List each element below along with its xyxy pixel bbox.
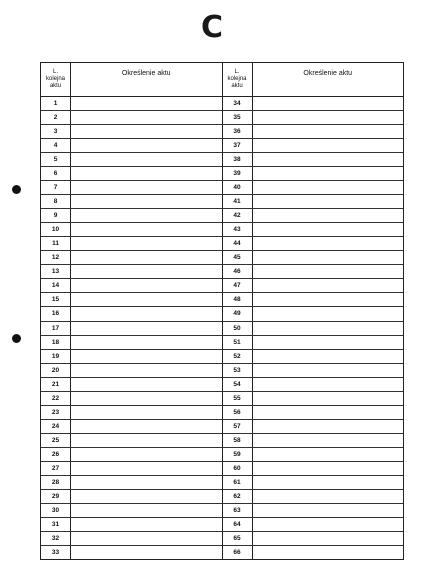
row-number: 37 — [223, 139, 253, 152]
row-description-cell — [253, 195, 404, 208]
row-number: 11 — [41, 237, 71, 250]
table-row — [223, 434, 404, 448]
row-number: 26 — [41, 448, 71, 461]
row-description-cell — [253, 532, 404, 545]
table-row — [223, 265, 404, 279]
row-description-cell — [71, 364, 222, 377]
row-description-cell — [253, 462, 404, 475]
row-description-cell — [71, 490, 222, 503]
table-row — [223, 406, 404, 420]
row-description-cell — [253, 448, 404, 461]
table-row — [41, 448, 222, 462]
table-row — [41, 125, 222, 139]
row-number: 52 — [223, 350, 253, 363]
row-description-cell — [253, 364, 404, 377]
row-number: 38 — [223, 153, 253, 166]
table-row — [223, 111, 404, 125]
row-number: 60 — [223, 462, 253, 475]
row-description-cell — [71, 237, 222, 250]
row-description-cell — [71, 181, 222, 194]
row-number: 57 — [223, 420, 253, 433]
table-header — [41, 63, 222, 97]
row-description-cell — [71, 307, 222, 320]
row-number: 18 — [41, 336, 71, 349]
row-number: 45 — [223, 251, 253, 264]
row-number: 29 — [41, 490, 71, 503]
table-row — [223, 125, 404, 139]
row-number: 24 — [41, 420, 71, 433]
row-number: 49 — [223, 307, 253, 320]
table-row — [41, 139, 222, 153]
table-header — [223, 63, 404, 97]
table-row — [223, 139, 404, 153]
table-row — [41, 434, 222, 448]
row-description-cell — [253, 406, 404, 419]
table-row — [41, 153, 222, 167]
row-number: 21 — [41, 378, 71, 391]
row-description-cell — [71, 406, 222, 419]
row-description-cell — [253, 167, 404, 180]
row-number: 27 — [41, 462, 71, 475]
row-number: 64 — [223, 518, 253, 531]
row-number: 12 — [41, 251, 71, 264]
row-description-cell — [71, 378, 222, 391]
table-row — [223, 237, 404, 251]
row-description-cell — [71, 125, 222, 138]
row-number: 4 — [41, 139, 71, 152]
table-row — [223, 546, 404, 559]
row-number: 33 — [41, 546, 71, 559]
row-number: 25 — [41, 434, 71, 447]
table-row — [223, 223, 404, 237]
table-row — [223, 504, 404, 518]
row-number: 32 — [41, 532, 71, 545]
table-row — [223, 476, 404, 490]
table-row — [41, 364, 222, 378]
row-number: 5 — [41, 153, 71, 166]
punch-hole-bottom — [12, 334, 21, 343]
table-row — [223, 420, 404, 434]
table-row — [223, 448, 404, 462]
row-number: 48 — [223, 293, 253, 306]
row-number: 10 — [41, 223, 71, 236]
table-row — [223, 364, 404, 378]
row-description-cell — [71, 476, 222, 489]
col-header-number: L. kolejna aktu — [41, 63, 71, 96]
row-description-cell — [253, 139, 404, 152]
table-row — [41, 181, 222, 195]
row-number: 2 — [41, 111, 71, 124]
table-row — [41, 265, 222, 279]
row-number: 46 — [223, 265, 253, 278]
row-number: 54 — [223, 378, 253, 391]
row-number: 58 — [223, 434, 253, 447]
table-row — [41, 406, 222, 420]
row-number: 15 — [41, 293, 71, 306]
row-description-cell — [71, 209, 222, 222]
row-description-cell — [253, 111, 404, 124]
row-description-cell — [253, 392, 404, 405]
row-description-cell — [71, 97, 222, 110]
row-description-cell — [253, 265, 404, 278]
table-row — [223, 209, 404, 223]
table-row — [41, 279, 222, 293]
row-number: 42 — [223, 209, 253, 222]
table-row — [223, 350, 404, 364]
table-rows-right — [223, 97, 404, 559]
row-number: 3 — [41, 125, 71, 138]
table-row — [41, 336, 222, 350]
row-description-cell — [71, 518, 222, 531]
table-row — [41, 195, 222, 209]
acts-register-table — [40, 62, 404, 560]
table-row — [41, 392, 222, 406]
row-number: 51 — [223, 336, 253, 349]
table-row — [223, 490, 404, 504]
row-description-cell — [253, 97, 404, 110]
col-header-description: Określenie aktu — [121, 70, 171, 77]
row-number: 16 — [41, 307, 71, 320]
row-description-cell — [253, 490, 404, 503]
table-row — [41, 237, 222, 251]
table-row — [41, 532, 222, 546]
row-description-cell — [71, 322, 222, 335]
col-header-description: Określenie aktu — [303, 70, 353, 77]
table-row — [223, 378, 404, 392]
table-row — [41, 350, 222, 364]
row-number: 50 — [223, 322, 253, 335]
table-row — [41, 378, 222, 392]
table-row — [223, 336, 404, 350]
table-row — [41, 97, 222, 111]
row-description-cell — [253, 350, 404, 363]
row-description-cell — [253, 153, 404, 166]
row-description-cell — [71, 293, 222, 306]
row-number: 31 — [41, 518, 71, 531]
row-description-cell — [253, 546, 404, 559]
row-number: 23 — [41, 406, 71, 419]
row-number: 47 — [223, 279, 253, 292]
table-row — [41, 546, 222, 559]
table-row — [41, 322, 222, 336]
table-row — [41, 293, 222, 307]
table-row — [223, 392, 404, 406]
row-description-cell — [253, 336, 404, 349]
row-number: 56 — [223, 406, 253, 419]
row-description-cell — [253, 293, 404, 306]
table-row — [41, 518, 222, 532]
table-row — [41, 251, 222, 265]
table-row — [41, 223, 222, 237]
row-description-cell — [71, 504, 222, 517]
row-description-cell — [253, 307, 404, 320]
row-number: 17 — [41, 322, 71, 335]
row-description-cell — [71, 265, 222, 278]
row-number: 61 — [223, 476, 253, 489]
row-description-cell — [253, 209, 404, 222]
row-number: 39 — [223, 167, 253, 180]
table-row — [223, 518, 404, 532]
punch-hole-top — [12, 185, 21, 194]
table-row — [223, 322, 404, 336]
row-description-cell — [71, 434, 222, 447]
row-number: 63 — [223, 504, 253, 517]
row-description-cell — [71, 532, 222, 545]
table-half-right — [223, 63, 404, 559]
table-row — [223, 293, 404, 307]
row-description-cell — [71, 153, 222, 166]
row-description-cell — [253, 251, 404, 264]
row-number: 65 — [223, 532, 253, 545]
row-number: 55 — [223, 392, 253, 405]
row-description-cell — [253, 125, 404, 138]
row-description-cell — [71, 251, 222, 264]
row-description-cell — [253, 237, 404, 250]
row-number: 22 — [41, 392, 71, 405]
row-number: 6 — [41, 167, 71, 180]
row-description-cell — [253, 181, 404, 194]
row-description-cell — [71, 195, 222, 208]
row-description-cell — [71, 111, 222, 124]
row-number: 13 — [41, 265, 71, 278]
row-number: 1 — [41, 97, 71, 110]
table-half-left — [41, 63, 223, 559]
table-row — [41, 111, 222, 125]
table-row — [41, 307, 222, 321]
row-description-cell — [253, 434, 404, 447]
row-number: 43 — [223, 223, 253, 236]
row-number: 34 — [223, 97, 253, 110]
table-row — [41, 420, 222, 434]
row-number: 62 — [223, 490, 253, 503]
row-number: 40 — [223, 181, 253, 194]
table-row — [223, 97, 404, 111]
table-row — [41, 167, 222, 181]
row-number: 20 — [41, 364, 71, 377]
row-description-cell — [71, 167, 222, 180]
row-number: 9 — [41, 209, 71, 222]
table-row — [41, 504, 222, 518]
row-number: 30 — [41, 504, 71, 517]
table-row — [41, 476, 222, 490]
row-description-cell — [71, 462, 222, 475]
table-row — [223, 181, 404, 195]
row-description-cell — [253, 504, 404, 517]
row-number: 19 — [41, 350, 71, 363]
table-row — [223, 532, 404, 546]
row-number: 59 — [223, 448, 253, 461]
row-number: 35 — [223, 111, 253, 124]
table-row — [223, 153, 404, 167]
row-description-cell — [253, 518, 404, 531]
row-description-cell — [71, 546, 222, 559]
row-description-cell — [253, 420, 404, 433]
table-row — [223, 195, 404, 209]
row-number: 41 — [223, 195, 253, 208]
row-number: 36 — [223, 125, 253, 138]
table-row — [223, 167, 404, 181]
page-letter: C — [200, 10, 224, 45]
row-description-cell — [253, 223, 404, 236]
table-row — [41, 209, 222, 223]
row-number: 66 — [223, 546, 253, 559]
row-description-cell — [71, 139, 222, 152]
row-number: 8 — [41, 195, 71, 208]
row-description-cell — [253, 378, 404, 391]
row-description-cell — [71, 350, 222, 363]
table-row — [223, 307, 404, 321]
row-description-cell — [71, 420, 222, 433]
col-header-number: L. kolejna aktu — [223, 63, 253, 96]
row-description-cell — [71, 392, 222, 405]
table-row — [41, 490, 222, 504]
row-description-cell — [71, 336, 222, 349]
table-row — [223, 251, 404, 265]
row-number: 28 — [41, 476, 71, 489]
row-description-cell — [71, 223, 222, 236]
row-number: 7 — [41, 181, 71, 194]
row-description-cell — [253, 279, 404, 292]
table-row — [41, 462, 222, 476]
row-description-cell — [71, 448, 222, 461]
row-number: 53 — [223, 364, 253, 377]
table-row — [223, 279, 404, 293]
row-description-cell — [253, 476, 404, 489]
row-number: 14 — [41, 279, 71, 292]
table-row — [223, 462, 404, 476]
row-number: 44 — [223, 237, 253, 250]
table-rows-left — [41, 97, 222, 559]
row-description-cell — [253, 322, 404, 335]
row-description-cell — [71, 279, 222, 292]
